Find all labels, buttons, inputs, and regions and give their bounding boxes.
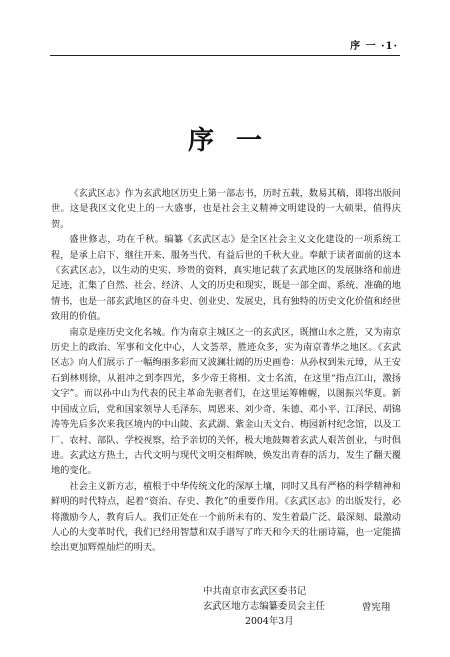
header-rule <box>50 55 400 56</box>
paragraph-3: 南京是座历史文化名城。作为南京主城区之一的玄武区，既擅山水之胜，又为南京历史上的政治、军事和文化中心，人文荟萃，胜迹众多，实为南京菁华之地区。《玄武区志》向人们展示了一幅绚丽多彩而又波澜壮阔的历史画卷：从孙权到朱元璋，从王安石到林则徐，从祖冲之到李四光，多少帝王将相、文士名流，在这里“指点江山，激扬文字”。而以孙中山为代表的民主革命先驱者们，在这里运筹帷幄，以图振兴华夏。新中国成立后，党和国家领导人毛泽东、周恩来、刘少奇、朱德、邓小平、江泽民、胡锦涛等先后多次来我区境内的中山陵、玄武湖、紫金山天文台、梅园新村纪念馆，以及工厂、农村、部队、学校视察，给予亲切的关怀，极大地鼓舞着玄武人艰苦创业，与时俱进。玄武这方热土，古代文明与现代文明交相辉映，焕发出青春的活力，发生了翻天覆地的变化。 <box>51 326 401 477</box>
paragraph-1: 《玄武区志》作为玄武地区历史上第一部志书，历时五载，数易其稿，即将出版问世。这是我区文化史上的一大盛事，也是社会主义精神文明建设的一大硕果，值得庆贺。 <box>51 188 401 230</box>
signature-date: 2004年3月 <box>245 616 294 627</box>
body-text <box>51 186 401 556</box>
paragraph-4: 社会主义新方志，植根于中华传统文化的深厚土壤，同时又具有严格的科学精神和鲜明的时代特点，起着“资治、存史、教化”的重要作用。《玄武区志》的出版发行，必将激励今人，教育后人。我们正处在一个前所未有的、发生着最广泛、最深刻、最激动人心的大变革时代，我们已经用智慧和双手谱写了昨天和今天的壮丽诗篇，也一定能描绘出更加辉煌灿烂的明天。 <box>51 480 401 554</box>
signer-name: 曾宪翔 <box>362 602 391 613</box>
signer-title-1: 中共南京市玄武区委书记 <box>203 586 307 597</box>
running-header: 序 一 ·1· <box>350 41 398 52</box>
paragraph-2: 盛世修志，功在千秋。编纂《玄武区志》是全区社会主义文化建设的一项系统工程，是承上启下、继往开来、服务当代、有益后世的千秋大业。奉献于读者面前的这本《玄武区志》，以生动的史实、珍贵的资料，真实地记载了玄武地区的发展脉络和前进足迹，汇集了自然、社会、经济、人文的历史和现实，既是一部全面、系统、准确的地情书，也是一部玄武地区的奋斗史、创业史、发展史，具有独特的历史文化价值和经世致用的价值。 <box>51 234 401 323</box>
signature-block <box>203 584 325 629</box>
page-title: 序一 <box>187 126 284 156</box>
signer-title-2: 玄武区地方志编纂委员会主任 <box>203 601 325 612</box>
